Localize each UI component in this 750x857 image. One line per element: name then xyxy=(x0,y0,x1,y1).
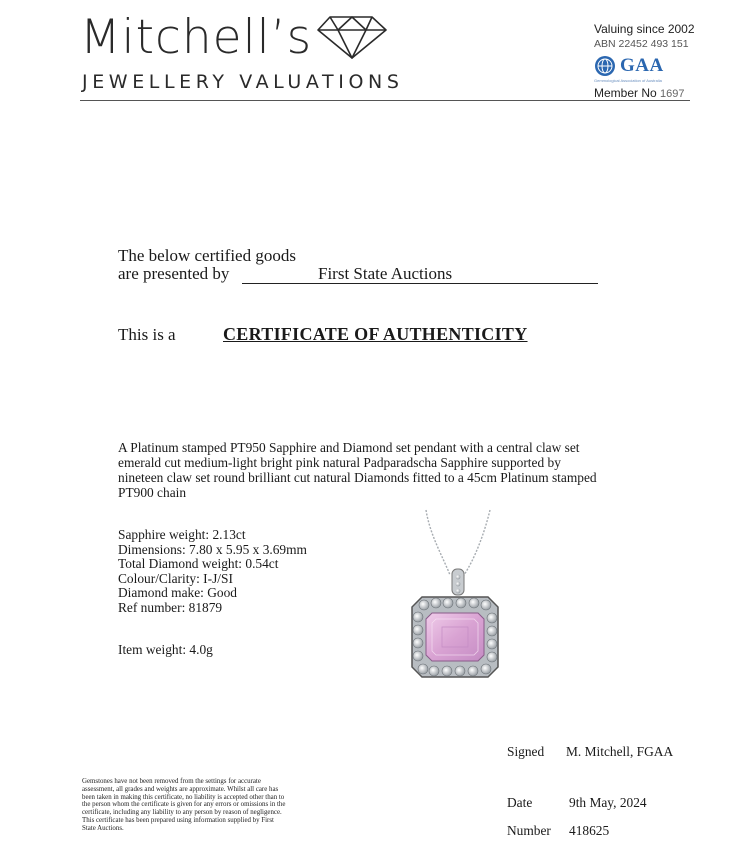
diamond-icon xyxy=(316,14,388,60)
disclaimer: Gemstones have not been removed from the settings for accurate assessment, all grades and weights are approximate. Whilst all care has been taken in making this certificate, no liability is accepted other than to the person whom the certificate is given for any errors or omissions in the certificate, including any liability to any person by reason of negligence. This certificate has been prepared using information supplied by First State Auctions. xyxy=(82,778,286,832)
detail-diamond-make: Diamond make: Good xyxy=(118,585,238,600)
gaa-subtitle: Gemmological Association of Australia xyxy=(594,78,662,83)
gaa-logo-text: GAA xyxy=(620,55,664,76)
item-details xyxy=(118,528,307,615)
member-label: Member No xyxy=(594,86,657,100)
signed-label: Signed xyxy=(507,744,545,759)
detail-sapphire-weight: Sapphire weight: 2.13ct xyxy=(118,527,246,542)
date-label: Date xyxy=(507,795,533,810)
detail-dimensions: Dimensions: 7.80 x 5.95 x 3.69mm xyxy=(118,541,307,557)
number-value: 418625 xyxy=(569,823,610,838)
signed-value: M. Mitchell, FGAA xyxy=(566,744,674,759)
certificate-prefix: This is a xyxy=(118,325,176,344)
detail-colour-clarity: Colour/Clarity: I-J/SI xyxy=(118,570,233,586)
item-weight: Item weight: 4.0g xyxy=(118,642,213,657)
member-number xyxy=(594,86,685,100)
date-value: 9th May, 2024 xyxy=(569,795,647,810)
brand-name: Mitchell’s xyxy=(80,10,313,65)
abn-number: ABN 22452 493 151 xyxy=(594,38,689,50)
certificate-title: CERTIFICATE OF AUTHENTICITY xyxy=(223,324,528,344)
header-divider xyxy=(80,100,690,101)
detail-ref-number: Ref number: 81879 xyxy=(118,599,223,615)
pendant-photo xyxy=(404,505,504,685)
intro-line2: are presented by xyxy=(118,264,230,283)
gaa-globe-icon xyxy=(594,55,616,77)
number-label: Number xyxy=(507,823,551,838)
presenter-name: First State Auctions xyxy=(318,264,453,283)
intro-line1: The below certified goods xyxy=(118,246,296,265)
item-description: A Platinum stamped PT950 Sapphire and Diamond set pendant with a central claw set emerald cut medium-light bright pink natural Padparadscha Sapphire supported by nineteen claw set round brilliant cut natural Diamonds fitted to a 45cm Platinum stamped PT900 chain xyxy=(118,440,597,500)
detail-diamond-weight: Total Diamond weight: 0.54ct xyxy=(118,556,279,571)
brand-subtitle: JEWELLERY VALUATIONS xyxy=(82,71,404,93)
valuing-since: Valuing since 2002 xyxy=(594,22,695,36)
member-number-value: 1697 xyxy=(660,88,685,100)
